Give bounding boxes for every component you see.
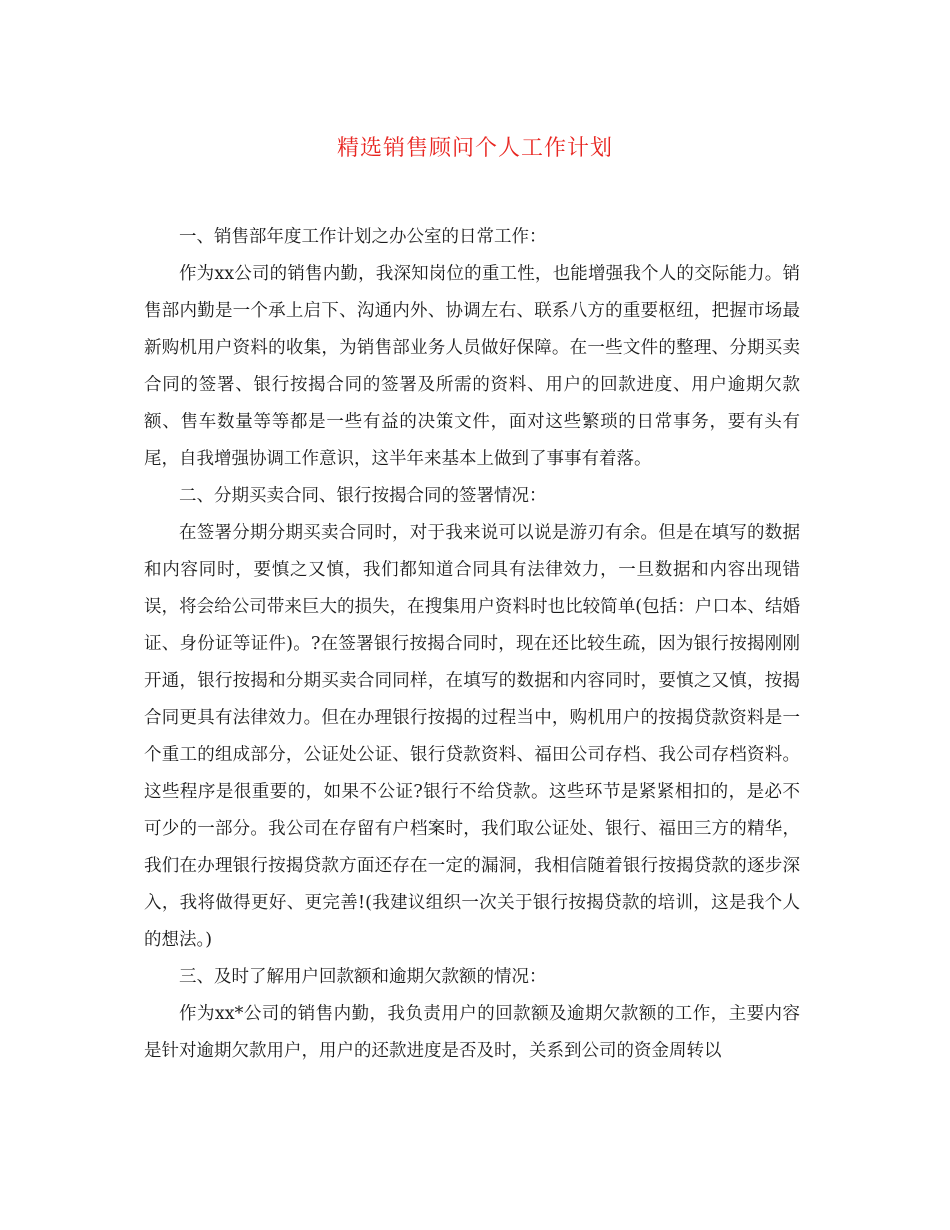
section-heading-2: 二、分期买卖合同、银行按揭合同的签署情况： [179,486,547,506]
paragraph-1: 作为xx公司的销售内勤，我深知岗位的重工性，也能增强我个人的交际能力。销售部内勤是一个承上启下、沟通内外、协调左右、联系八方的重要枢纽，把握市场最新购机用户资料的收集，为销售部业务人员做好保障。在一些文件的整理、分期买卖合同的签署、银行按揭合同的签署及所需的资料、用户的回款进度、用户逾期欠款额、售车数量等等都是一些有益的决策文件，面对这些繁琐的日常事务，要有头有尾，自我增强协调工作意识，这半年来基本上做到了事事有着落。 [144,264,800,469]
section-heading-3: 三、及时了解用户回款额和逾期欠款额的情况： [179,967,547,987]
document-body [144,219,800,1070]
document-title: 精选销售顾问个人工作计划 [336,136,613,161]
paragraph-2: 在签署分期分期买卖合同时，对于我来说可以说是游刃有余。但是在填写的数据和内容同时，要慎之又慎，我们都知道合同具有法律效力，一旦数据和内容出现错误，将会给公司带来巨大的损失，在搜集用户资料时也比较简单(包括：户口本、结婚证、身份证等证件)。?在签署银行按揭合同时，现在还比较生疏，因为银行按揭刚刚开通，银行按揭和分期买卖合同同样，在填写的数据和内容同时，要慎之又慎，按揭合同更具有法律效力。但在办理银行按揭的过程当中，购机用户的按揭贷款资料是一个重工的组成部分，公证处公证、银行贷款资料、福田公司存档、我公司存档资料。这些程序是很重要的，如果不公证?银行不给贷款。这些环节是紧紧相扣的，是必不可少的一部分。我公司在存留有户档案时，我们取公证处、银行、福田三方的精华，我们在办理银行按揭贷款方面还存在一定的漏洞，我相信随着银行按揭贷款的逐步深入，我将做得更好、更完善!(我建议组织一次关于银行按揭贷款的培训，这是我个人的想法。) [144,523,800,950]
section-heading-1: 一、销售部年度工作计划之办公室的日常工作： [179,227,547,247]
paragraph-3: 作为xx*公司的销售内勤，我负责用户的回款额及逾期欠款额的工作，主要内容是针对逾期欠款用户，用户的还款进度是否及时，关系到公司的资金周转以 [144,1004,800,1061]
